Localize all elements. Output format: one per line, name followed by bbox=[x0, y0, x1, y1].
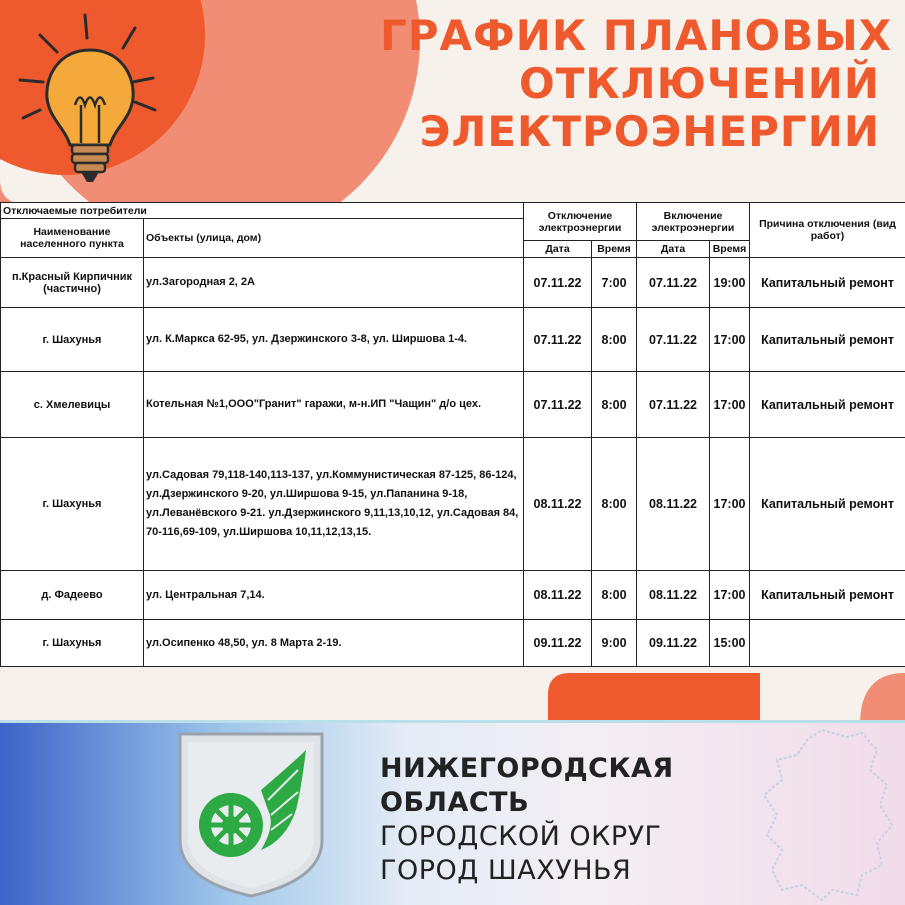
row-reason: Капитальный ремонт bbox=[750, 308, 905, 372]
table-row bbox=[1, 308, 905, 372]
row-reason: Капитальный ремонт bbox=[750, 372, 905, 438]
lower-decoration bbox=[0, 665, 905, 725]
outage-schedule-table bbox=[0, 202, 905, 667]
row-off-time: 8:00 bbox=[592, 571, 637, 620]
row-off-date: 07.11.22 bbox=[524, 372, 592, 438]
row-settlement: п.Красный Кирпичник (частично) bbox=[1, 258, 144, 308]
header-off-time: Время bbox=[592, 241, 637, 258]
row-on-date: 08.11.22 bbox=[637, 438, 710, 571]
row-objects: ул.Осипенко 48,50, ул. 8 Марта 2-19. bbox=[144, 620, 524, 667]
row-reason: Капитальный ремонт bbox=[750, 258, 905, 308]
page-title bbox=[380, 11, 893, 156]
row-on-time: 17:00 bbox=[710, 372, 750, 438]
row-objects: ул. Центральная 7,14. bbox=[144, 571, 524, 620]
row-on-time: 17:00 bbox=[710, 438, 750, 571]
header-off-date: Дата bbox=[524, 241, 592, 258]
region-map-icon bbox=[752, 725, 902, 905]
row-on-date: 09.11.22 bbox=[637, 620, 710, 667]
row-off-time: 9:00 bbox=[592, 620, 637, 667]
row-off-time: 8:00 bbox=[592, 372, 637, 438]
row-on-date: 07.11.22 bbox=[637, 372, 710, 438]
row-reason: Капитальный ремонт bbox=[750, 571, 905, 620]
row-objects: Котельная №1,ООО"Гранит" гаражи, м-н.ИП "Чащин" д/о цех. bbox=[144, 372, 524, 438]
header-on-date: Дата bbox=[637, 241, 710, 258]
row-on-time: 17:00 bbox=[710, 308, 750, 372]
row-on-time: 19:00 bbox=[710, 258, 750, 308]
table-row bbox=[1, 258, 905, 308]
light-bulb-icon bbox=[15, 10, 165, 190]
row-reason: Капитальный ремонт bbox=[750, 438, 905, 571]
row-reason bbox=[750, 620, 905, 667]
row-off-time: 8:00 bbox=[592, 438, 637, 571]
row-objects: ул.Садовая 79,118-140,113-137, ул.Коммунистическая 87-125, 86-124, ул.Дзержинского 9-20, ул.Ширшова 9-15, ул.Папанина 9-18, ул.Леванёвского 9-21. ул.Дзержинского 9,11,13,10,12, ул.Садовая 84, 70-116,69-109, ул.Ширшова 10,11,12,13,15. bbox=[144, 438, 524, 571]
row-on-date: 07.11.22 bbox=[637, 258, 710, 308]
row-off-time: 7:00 bbox=[592, 258, 637, 308]
title-line-1: ГРАФИК ПЛАНОВЫХ bbox=[380, 11, 893, 60]
row-on-date: 08.11.22 bbox=[637, 571, 710, 620]
row-off-date: 07.11.22 bbox=[524, 308, 592, 372]
header-on-time: Время bbox=[710, 241, 750, 258]
footer-border bbox=[0, 720, 905, 723]
region-line-3: ГОРОДСКОЙ ОКРУГ bbox=[380, 821, 662, 852]
row-settlement: г. Шахунья bbox=[1, 620, 144, 667]
region-line-1: НИЖЕГОРОДСКАЯ bbox=[380, 753, 674, 784]
row-off-date: 08.11.22 bbox=[524, 438, 592, 571]
row-objects: ул.Загородная 2, 2А bbox=[144, 258, 524, 308]
row-objects: ул. К.Маркса 62-95, ул. Дзержинского 3-8, ул. Ширшова 1-4. bbox=[144, 308, 524, 372]
header-objects: Объекты (улица, дом) bbox=[144, 219, 524, 258]
title-line-2: ОТКЛЮЧЕНИЙ bbox=[519, 59, 880, 108]
header-off: Отключение электроэнергии bbox=[524, 203, 637, 241]
table-row bbox=[1, 571, 905, 620]
row-on-date: 07.11.22 bbox=[637, 308, 710, 372]
row-on-time: 15:00 bbox=[710, 620, 750, 667]
row-off-date: 07.11.22 bbox=[524, 258, 592, 308]
row-settlement: с. Хмелевицы bbox=[1, 372, 144, 438]
row-off-date: 08.11.22 bbox=[524, 571, 592, 620]
header-consumers: Отключаемые потребители bbox=[1, 203, 524, 219]
header-settlement: Наименование населенного пункта bbox=[1, 219, 144, 258]
table-row bbox=[1, 372, 905, 438]
region-line-2: ОБЛАСТЬ bbox=[380, 787, 530, 818]
title-line-3: ЭЛЕКТРОЭНЕРГИИ bbox=[419, 107, 880, 156]
row-settlement: д. Фадеево bbox=[1, 571, 144, 620]
row-on-time: 17:00 bbox=[710, 571, 750, 620]
table-row bbox=[1, 620, 905, 667]
row-settlement: г. Шахунья bbox=[1, 438, 144, 571]
region-line-4: ГОРОД ШАХУНЬЯ bbox=[380, 855, 632, 886]
row-off-time: 8:00 bbox=[592, 308, 637, 372]
header-reason: Причина отключения (вид работ) bbox=[750, 203, 905, 258]
region-name bbox=[380, 752, 674, 888]
header-on: Включение электроэнергии bbox=[637, 203, 750, 241]
coat-of-arms-icon bbox=[176, 730, 326, 900]
row-settlement: г. Шахунья bbox=[1, 308, 144, 372]
table-row bbox=[1, 438, 905, 571]
row-off-date: 09.11.22 bbox=[524, 620, 592, 667]
